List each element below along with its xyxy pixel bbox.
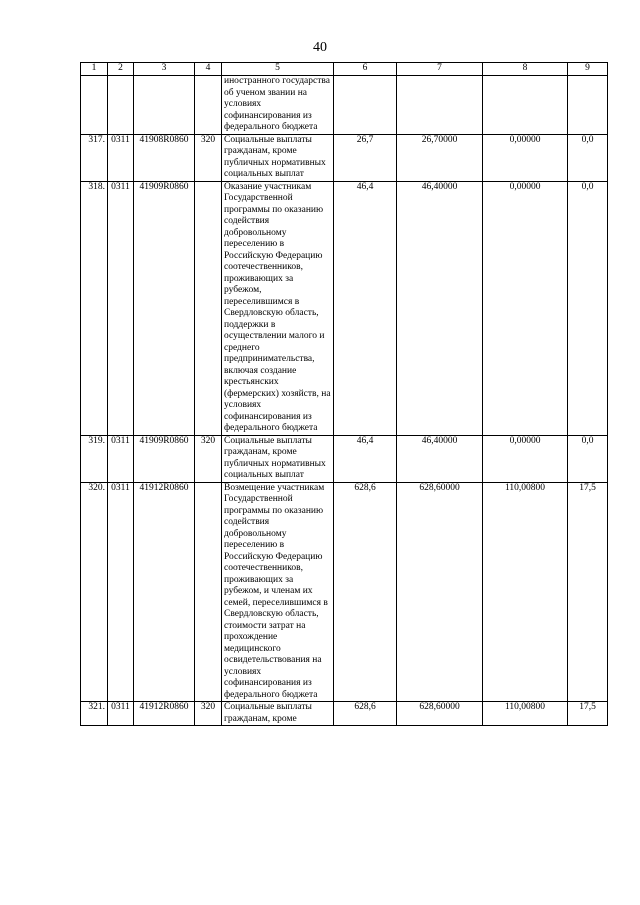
table-row (81, 435, 608, 482)
value-col7: 46,40000 (397, 435, 483, 482)
value-col7: 628,60000 (397, 702, 483, 726)
section-code: 0311 (108, 181, 134, 435)
value-col8 (483, 76, 568, 135)
column-header: 5 (222, 63, 334, 76)
expense-type: 320 (195, 134, 222, 181)
value-col6: 26,7 (334, 134, 397, 181)
value-col7 (397, 76, 483, 135)
table-row (81, 702, 608, 726)
target-code: 41912R0860 (134, 702, 195, 726)
column-header: 8 (483, 63, 568, 76)
item-name: Возмещение участникам Государственной программы по оказанию содействия добровольному переселению в Российскую Федерацию соотечественников, проживающих за рубежом, и членам их семей, переселившимся в Свердловскую область, стоимости затрат на прохождение медицинского освидетельствования на условиях софинансирования из федерального бюджета (222, 482, 334, 702)
table-row (81, 181, 608, 435)
value-col7: 628,60000 (397, 482, 483, 702)
section-code: 0311 (108, 435, 134, 482)
expense-type: 320 (195, 435, 222, 482)
budget-table (80, 62, 608, 726)
value-col7: 46,40000 (397, 181, 483, 435)
column-header: 4 (195, 63, 222, 76)
row-number: 318. (81, 181, 108, 435)
expense-type: 320 (195, 702, 222, 726)
table-row (81, 134, 608, 181)
header-row (81, 63, 608, 76)
section-code: 0311 (108, 702, 134, 726)
item-name: Социальные выплаты гражданам, кроме публичных нормативных социальных выплат (222, 435, 334, 482)
section-code: 0311 (108, 482, 134, 702)
column-header: 2 (108, 63, 134, 76)
item-name: иностранного государства об ученом звании на условиях софинансирования из федерального бюджета (222, 76, 334, 135)
target-code: 41908R0860 (134, 134, 195, 181)
value-col9: 17,5 (568, 702, 608, 726)
target-code: 41909R0860 (134, 181, 195, 435)
column-header: 3 (134, 63, 195, 76)
value-col9: 0,0 (568, 181, 608, 435)
item-name: Социальные выплаты гражданам, кроме (222, 702, 334, 726)
value-col6: 628,6 (334, 482, 397, 702)
value-col8: 110,00800 (483, 702, 568, 726)
expense-type (195, 181, 222, 435)
column-header: 9 (568, 63, 608, 76)
section-code (108, 76, 134, 135)
value-col8: 0,00000 (483, 134, 568, 181)
page-number: 40 (313, 40, 327, 55)
row-number: 320. (81, 482, 108, 702)
row-number (81, 76, 108, 135)
target-code: 41912R0860 (134, 482, 195, 702)
value-col6: 46,4 (334, 435, 397, 482)
value-col6: 46,4 (334, 181, 397, 435)
target-code: 41909R0860 (134, 435, 195, 482)
column-header: 7 (397, 63, 483, 76)
item-name: Оказание участникам Государственной программы по оказанию содействия добровольному переселению в Российскую Федерацию соотечественников, проживающих за рубежом, переселившимся в Свердловскую область, поддержки в осуществлении малого и среднего предпринимательства, включая создание крестьянских (фермерских) хозяйств, на условиях софинансирования из федерального бюджета (222, 181, 334, 435)
expense-type (195, 482, 222, 702)
table-row (81, 76, 608, 135)
value-col8: 0,00000 (483, 435, 568, 482)
value-col6 (334, 76, 397, 135)
column-header: 6 (334, 63, 397, 76)
target-code (134, 76, 195, 135)
expense-type (195, 76, 222, 135)
value-col9: 0,0 (568, 435, 608, 482)
item-name: Социальные выплаты гражданам, кроме публичных нормативных социальных выплат (222, 134, 334, 181)
row-number: 321. (81, 702, 108, 726)
column-header: 1 (81, 63, 108, 76)
table-row (81, 482, 608, 702)
value-col6: 628,6 (334, 702, 397, 726)
value-col8: 110,00800 (483, 482, 568, 702)
row-number: 317. (81, 134, 108, 181)
value-col9 (568, 76, 608, 135)
section-code: 0311 (108, 134, 134, 181)
value-col9: 17,5 (568, 482, 608, 702)
value-col9: 0,0 (568, 134, 608, 181)
value-col7: 26,70000 (397, 134, 483, 181)
row-number: 319. (81, 435, 108, 482)
value-col8: 0,00000 (483, 181, 568, 435)
